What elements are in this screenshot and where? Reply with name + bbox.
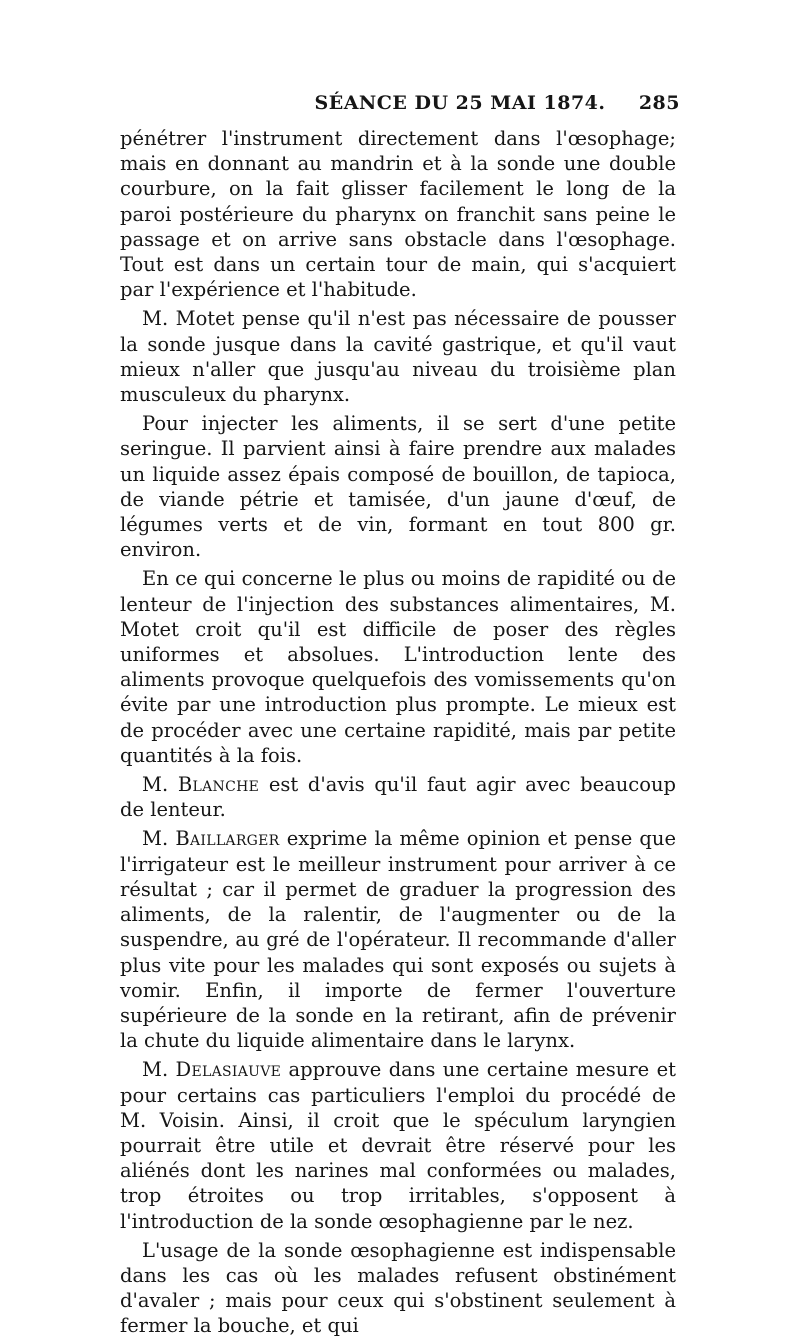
speaker-name: Delasiauve [175, 1058, 282, 1082]
speaker-prefix: M. [142, 773, 178, 797]
paragraph-text: exprime la même opinion et pense que l'irrigateur est le meilleur instrument pour arriver à ce résultat ; car il permet de graduer la progression des aliments, de la ralentir, de l'augmenter ou de la suspendre, au gré de l'opérateur. Il recommande d'aller plus vite pour les malades qui sont exposés ou sujets à vomir. Enfin, il importe de fermer l'ouverture supérieure de la sonde en la retirant, afin de prévenir la chute du liquide alimentaire dans le larynx. [120, 827, 676, 1053]
paragraph-sonde-usage: L'usage de la sonde œsophagienne est indispensable dans les cas où les malades refusent obstinément d'avaler ; mais pour ceux qui s'obstinent seulement à fermer la bouche, et qui [120, 1238, 676, 1338]
page-header [120, 92, 680, 118]
paragraph-text: approuve dans une certaine mesure et pour certains cas particuliers l'emploi du procédé de M. Voisin. Ainsi, il croit que le spéculum laryngien pourrait être utile et devrait être réservé pour les aliénés dont les narines mal conformées ou malades, trop étroites ou trop irritables, s'opposent à l'introduction de la sonde œsophagienne par le nez. [120, 1058, 676, 1233]
paragraph-blanche [120, 772, 676, 822]
paragraph-continuation: pénétrer l'instrument directement dans l'œsophage; mais en donnant au mandrin et à la sonde une double courbure, on la fait glisser facilement le long de la paroi postérieure du pharynx on franchit sans peine le passage et on arrive sans obstacle dans l'œsophage. Tout est dans un certain tour de main, qui s'acquiert par l'expérience et l'habitude. [120, 127, 676, 302]
speaker-prefix: M. [142, 1058, 176, 1082]
speaker-name: M. Motet [142, 307, 235, 331]
paragraph-rapidity: En ce qui concerne le plus ou moins de rapidité ou de lenteur de l'injection des substances alimentaires, M. Motet croit qu'il est difficile de poser des règles uniformes et absolues. L'introduction lente des aliments provoque quelquefois des vomissements qu'on évite par une introduction plus prompte. Le mieux est de procéder avec une certaine rapidité, mais par petite quantités à la fois. [120, 567, 676, 767]
paragraph-delasiauve [120, 1057, 676, 1233]
running-head: SÉANCE DU 25 MAI 1874. [314, 92, 606, 114]
speaker-name: Blanche [177, 773, 260, 797]
speaker-prefix: M. [142, 827, 176, 851]
paragraph-text: pense qu'il n'est pas nécessaire de pousser la sonde jusque dans la cavité gastrique, et qu'il vaut mieux n'aller que jusqu'au niveau du troisième plan musculeux du pharynx. [120, 307, 676, 407]
paragraph-injection: Pour injecter les aliments, il se sert d'une petite seringue. Il parvient ainsi à faire prendre aux malades un liquide assez épais composé de bouillon, de tapioca, de viande pétrie et tamisée, d'un jaune d'œuf, de légumes verts et de vin, formant en tout 800 gr. environ. [120, 412, 676, 562]
paragraph-text: est d'avis qu'il faut agir avec beaucoup de lenteur. [120, 773, 677, 822]
speaker-name: Baillarger [175, 827, 280, 851]
paragraph-motet-opinion [120, 306, 676, 407]
page-number: 285 [638, 92, 680, 114]
paragraph-baillarger [120, 826, 676, 1053]
body-text [120, 126, 676, 1343]
